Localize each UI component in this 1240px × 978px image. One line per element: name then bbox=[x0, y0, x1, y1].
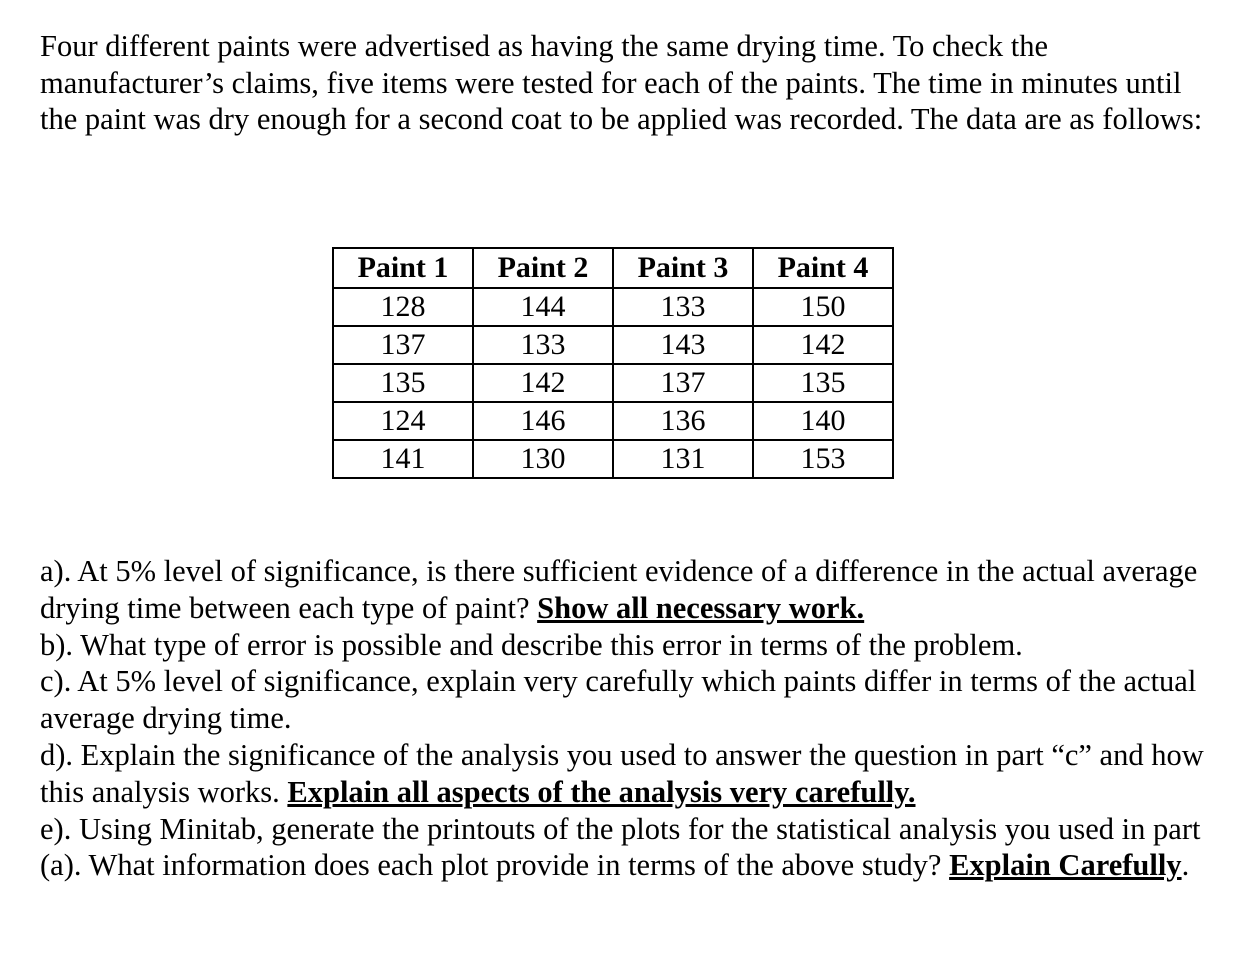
question-d-text: d). Explain the significance of the analysis you used to answer the question in part “c” and how this analysis works. bbox=[40, 737, 1204, 809]
table-cell: 143 bbox=[613, 326, 753, 364]
table-cell: 131 bbox=[613, 440, 753, 478]
question-c bbox=[40, 663, 1220, 737]
table-cell: 137 bbox=[333, 326, 473, 364]
header-paint-2: Paint 2 bbox=[473, 248, 613, 288]
table-cell: 144 bbox=[473, 288, 613, 326]
table-row bbox=[333, 326, 893, 364]
table-cell: 130 bbox=[473, 440, 613, 478]
table-row bbox=[333, 402, 893, 440]
question-a-text: a). At 5% level of significance, is there sufficient evidence of a difference in the actual average drying time between each type of paint? bbox=[40, 554, 1198, 625]
question-e-text: e). Using Minitab, generate the printouts of the plots for the statistical analysis you used in part (a). What information does each plot provide in terms of the above study? bbox=[40, 811, 1201, 883]
table-cell: 124 bbox=[333, 402, 473, 440]
table-cell: 153 bbox=[753, 440, 893, 478]
question-e bbox=[40, 811, 1220, 885]
table-cell: 140 bbox=[753, 402, 893, 440]
question-b bbox=[40, 627, 1220, 664]
paint-drying-time-table bbox=[332, 247, 894, 479]
question-e-emphasis: Explain Carefully bbox=[949, 848, 1182, 883]
table-row bbox=[333, 440, 893, 478]
table-cell: 135 bbox=[333, 364, 473, 402]
table-cell: 142 bbox=[473, 364, 613, 402]
question-d-emphasis: Explain all aspects of the analysis very carefully. bbox=[287, 774, 916, 809]
header-paint-3: Paint 3 bbox=[613, 248, 753, 288]
questions-block bbox=[40, 553, 1220, 884]
question-a-emphasis: Show all necessary work. bbox=[537, 590, 865, 625]
question-e-tail: . bbox=[1181, 848, 1190, 883]
table-row bbox=[333, 288, 893, 326]
question-a bbox=[40, 553, 1220, 627]
table-header-row bbox=[333, 248, 893, 288]
question-d bbox=[40, 737, 1220, 811]
table-cell: 133 bbox=[473, 326, 613, 364]
table-cell: 142 bbox=[753, 326, 893, 364]
table-cell: 135 bbox=[753, 364, 893, 402]
table-cell: 137 bbox=[613, 364, 753, 402]
header-paint-4: Paint 4 bbox=[753, 248, 893, 288]
table-row bbox=[333, 364, 893, 402]
header-paint-1: Paint 1 bbox=[333, 248, 473, 288]
table-cell: 150 bbox=[753, 288, 893, 326]
question-b-text: b). What type of error is possible and describe this error in terms of the problem. bbox=[40, 627, 1023, 662]
intro-paragraph: Four different paints were advertised as having the same drying time. To check the manufacturer’s claims, five items were tested for each of the paints. The time in minutes until the paint was dry enough for a second coat to be applied was recorded. The data are as follows: bbox=[40, 29, 1203, 136]
question-c-text: c). At 5% level of significance, explain very carefully which paints differ in terms of the actual average drying time. bbox=[40, 664, 1197, 736]
table-cell: 128 bbox=[333, 288, 473, 326]
table-cell: 146 bbox=[473, 402, 613, 440]
table-cell: 136 bbox=[613, 402, 753, 440]
table-cell: 141 bbox=[333, 440, 473, 478]
table-cell: 133 bbox=[613, 288, 753, 326]
